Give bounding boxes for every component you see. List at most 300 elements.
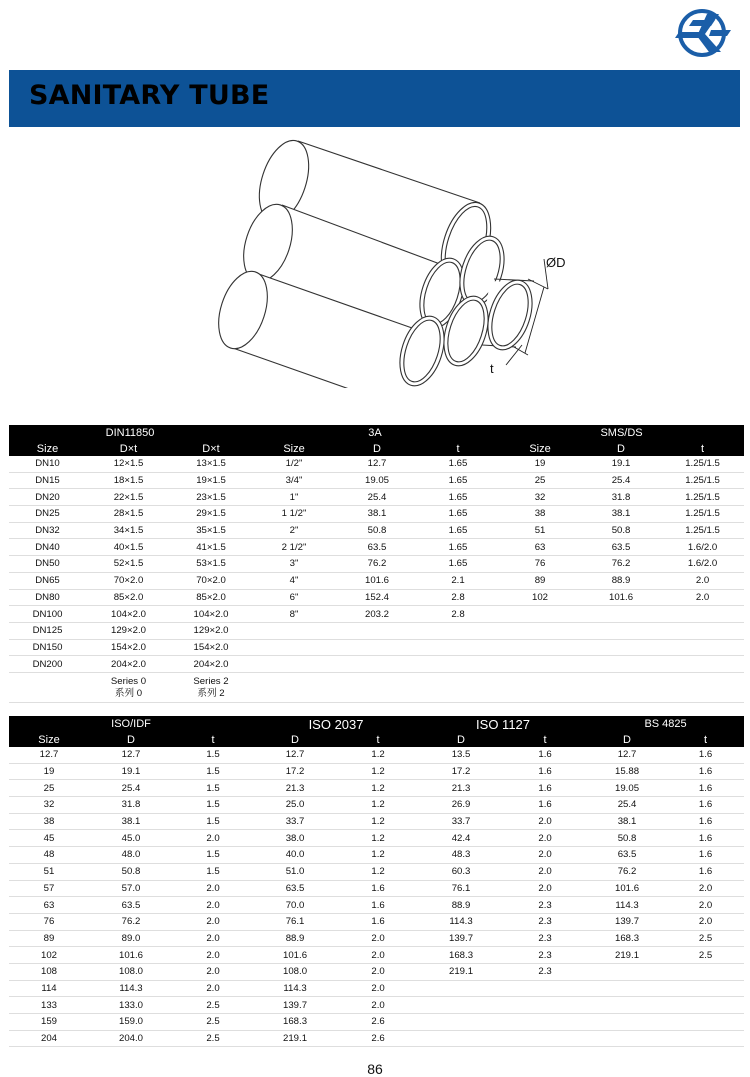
table-cell: 76.2 [587, 863, 667, 880]
table-cell: DN32 [9, 522, 86, 539]
table-cell: 154×2.0 [86, 639, 171, 656]
column-header: t [417, 441, 499, 456]
table-cell: 1.2 [337, 763, 419, 780]
table-row [9, 947, 744, 964]
table-cell: 108 [9, 963, 89, 980]
table-cell: 1.2 [337, 830, 419, 847]
group-header: ISO 2037 [253, 716, 419, 732]
table-cell: 1.65 [417, 556, 499, 573]
table-cell: 2.5 [667, 930, 744, 947]
table-cell: 50.8 [581, 522, 661, 539]
table-cell: 63.5 [253, 880, 337, 897]
table-cell: 154×2.0 [171, 639, 251, 656]
table-cell: 2.3 [503, 930, 587, 947]
table-cell: 102 [499, 589, 581, 606]
table-cell: 2.0 [173, 913, 253, 930]
table-cell: 32 [499, 489, 581, 506]
table-cell: 85×2.0 [171, 589, 251, 606]
table-cell: 40.0 [253, 847, 337, 864]
table-cell: 18×1.5 [86, 472, 171, 489]
table-cell: 168.3 [419, 947, 503, 964]
table-cell: DN15 [9, 472, 86, 489]
table-cell: 12.7 [9, 747, 89, 763]
table-cell: 63 [499, 539, 581, 556]
table-cell: 2.3 [503, 947, 587, 964]
table-cell: 129×2.0 [86, 622, 171, 639]
table-row [9, 880, 744, 897]
table-cell: 21.3 [419, 780, 503, 797]
table-row [9, 780, 744, 797]
table-cell: 23×1.5 [171, 489, 251, 506]
table-cell: DN40 [9, 539, 86, 556]
table-cell: 70×2.0 [86, 572, 171, 589]
group-header: 3A [251, 425, 499, 441]
table-cell: 1.5 [173, 813, 253, 830]
table-cell: DN125 [9, 622, 86, 639]
table-row [9, 747, 744, 763]
group-header: ISO/IDF [9, 716, 253, 732]
table-cell: 38.0 [253, 830, 337, 847]
table-cell: 1.65 [417, 489, 499, 506]
table-cell [503, 997, 587, 1014]
column-header: D [89, 732, 173, 747]
table-cell: 38 [9, 813, 89, 830]
table-cell [419, 1030, 503, 1047]
table-cell: 219.1 [253, 1030, 337, 1047]
table-row [9, 506, 744, 523]
table-cell: 219.1 [587, 947, 667, 964]
table-row [9, 997, 744, 1014]
table-cell: 63 [9, 897, 89, 914]
table-cell: 41×1.5 [171, 539, 251, 556]
series-label-cn: 系列 2 [197, 687, 225, 699]
table-cell: 219.1 [419, 963, 503, 980]
table-cell [587, 980, 667, 997]
table-cell: DN150 [9, 639, 86, 656]
table-cell: 19.05 [587, 780, 667, 797]
column-header: t [661, 441, 744, 456]
table-cell [667, 980, 744, 997]
table-row [9, 589, 744, 606]
table-cell: 1.6 [667, 780, 744, 797]
table-cell: 108.0 [253, 963, 337, 980]
table-cell [499, 656, 581, 673]
table-cell: 2.5 [173, 1014, 253, 1031]
table-cell: 38.1 [581, 506, 661, 523]
table-cell [499, 606, 581, 623]
table-cell: 22×1.5 [86, 489, 171, 506]
table-cell: 1.65 [417, 472, 499, 489]
table-cell: 2.0 [173, 897, 253, 914]
table-cell: 1.6 [503, 747, 587, 763]
table-cell: 2.0 [173, 980, 253, 997]
table-cell: 2.8 [417, 589, 499, 606]
group-header: DIN11850 [9, 425, 251, 441]
table-cell: 1.6 [667, 813, 744, 830]
column-header: D [253, 732, 337, 747]
table-cell: 51 [9, 863, 89, 880]
table-cell: 40×1.5 [86, 539, 171, 556]
table-cell [661, 656, 744, 673]
table-cell: DN10 [9, 456, 86, 472]
table-cell: 1.65 [417, 456, 499, 472]
table-cell: 25.4 [581, 472, 661, 489]
din-3a-sms-table [9, 425, 744, 703]
table-cell: 2.3 [503, 963, 587, 980]
table-cell: 51 [499, 522, 581, 539]
column-header: Size [9, 732, 89, 747]
table-cell [337, 656, 417, 673]
table-cell: 19.1 [581, 456, 661, 472]
table-cell: 12×1.5 [86, 456, 171, 472]
table-cell: 2.0 [173, 963, 253, 980]
table-cell: 2.0 [337, 930, 419, 947]
table-row [9, 539, 744, 556]
table-cell [251, 622, 337, 639]
table-cell: 1.25/1.5 [661, 522, 744, 539]
table-cell: 159 [9, 1014, 89, 1031]
table-cell: 1.6 [667, 830, 744, 847]
table-row [9, 830, 744, 847]
table-cell: 21.3 [253, 780, 337, 797]
table-cell [419, 997, 503, 1014]
table-cell: 114.3 [253, 980, 337, 997]
table-cell [417, 639, 499, 656]
table-cell [667, 1014, 744, 1031]
column-header: t [667, 732, 744, 747]
table-cell [419, 980, 503, 997]
table-cell: 26.9 [419, 797, 503, 814]
group-header: SMS/DS [499, 425, 744, 441]
table-row [9, 606, 744, 623]
table-cell: 35×1.5 [171, 522, 251, 539]
table-cell: DN80 [9, 589, 86, 606]
table-cell: 89 [499, 572, 581, 589]
table-cell: 19 [9, 763, 89, 780]
table-cell: 70.0 [253, 897, 337, 914]
series-0-label [86, 672, 171, 702]
table-cell: 88.9 [419, 897, 503, 914]
table-cell: 2.0 [661, 572, 744, 589]
table-cell: 1.6/2.0 [661, 539, 744, 556]
series-label-en: Series 0 [110, 675, 147, 687]
table-cell: 1.2 [337, 847, 419, 864]
table-cell [661, 606, 744, 623]
table-cell: 2.0 [667, 897, 744, 914]
table-cell: 19.05 [337, 472, 417, 489]
page-number: 86 [367, 1061, 383, 1077]
table-cell: 63.5 [581, 539, 661, 556]
table-cell: 101.6 [89, 947, 173, 964]
table-cell [417, 622, 499, 639]
column-header: D [337, 441, 417, 456]
table-cell: 2.5 [667, 947, 744, 964]
table-cell: 101.6 [337, 572, 417, 589]
table-cell: 2.0 [503, 830, 587, 847]
column-header: t [173, 732, 253, 747]
table-cell: 25 [9, 780, 89, 797]
table-row [9, 639, 744, 656]
table-cell: 25.4 [587, 797, 667, 814]
table-row [9, 813, 744, 830]
table-cell [587, 1030, 667, 1047]
table-cell: 1.25/1.5 [661, 456, 744, 472]
table-cell: 1.5 [173, 780, 253, 797]
column-header: Size [499, 441, 581, 456]
table-cell: 50.8 [337, 522, 417, 539]
table-cell: 101.6 [253, 947, 337, 964]
table-row [9, 963, 744, 980]
table-cell: 29×1.5 [171, 506, 251, 523]
table-cell: 48.0 [89, 847, 173, 864]
table-cell [417, 656, 499, 673]
table-cell: 133 [9, 997, 89, 1014]
table-cell [667, 963, 744, 980]
table-cell: 204×2.0 [86, 656, 171, 673]
table-cell: 2.1 [417, 572, 499, 589]
column-header: D [587, 732, 667, 747]
table-cell [251, 656, 337, 673]
table-cell: 12.7 [587, 747, 667, 763]
table-cell: 104×2.0 [86, 606, 171, 623]
table-cell: 114 [9, 980, 89, 997]
series-label-en: Series 2 [193, 675, 229, 687]
table-cell: 159.0 [89, 1014, 173, 1031]
table-cell: 2.5 [173, 1030, 253, 1047]
table-cell: 204.0 [89, 1030, 173, 1047]
table-cell: 57 [9, 880, 89, 897]
table-cell: 88.9 [253, 930, 337, 947]
table-cell: 1/2" [251, 456, 337, 472]
table-cell: 12.7 [253, 747, 337, 763]
table-cell: 88.9 [581, 572, 661, 589]
table-cell: 1.6 [667, 747, 744, 763]
table-cell: 1.2 [337, 797, 419, 814]
table-cell: 204 [9, 1030, 89, 1047]
table-row [9, 572, 744, 589]
table-cell [667, 997, 744, 1014]
table-cell: DN20 [9, 489, 86, 506]
table-cell: 2.0 [661, 589, 744, 606]
table-cell: 13.5 [419, 747, 503, 763]
table-cell: 1.65 [417, 522, 499, 539]
table-cell: 32 [9, 797, 89, 814]
table-cell: 19 [499, 456, 581, 472]
table-cell: 139.7 [419, 930, 503, 947]
table-cell: 12.7 [89, 747, 173, 763]
table-cell: 33.7 [253, 813, 337, 830]
table-cell: 2.0 [173, 830, 253, 847]
table-cell: 50.8 [89, 863, 173, 880]
table-cell: 63.5 [89, 897, 173, 914]
table-cell: 101.6 [581, 589, 661, 606]
table-cell: 2.0 [173, 880, 253, 897]
table-cell: 1.6 [337, 880, 419, 897]
group-header: BS 4825 [587, 716, 744, 732]
table-cell: 104×2.0 [171, 606, 251, 623]
table-cell: 45 [9, 830, 89, 847]
table-row [9, 456, 744, 472]
table-cell: 2.0 [667, 880, 744, 897]
table-cell: 76.2 [337, 556, 417, 573]
table-cell: 1.65 [417, 539, 499, 556]
table-cell: 70×2.0 [171, 572, 251, 589]
table-row [9, 913, 744, 930]
table-cell: 52×1.5 [86, 556, 171, 573]
column-header: t [337, 732, 419, 747]
table-row [9, 622, 744, 639]
table-cell: DN50 [9, 556, 86, 573]
table-cell [499, 622, 581, 639]
table-cell: 114.3 [89, 980, 173, 997]
table-row [9, 930, 744, 947]
table-cell: 2.0 [503, 847, 587, 864]
table-cell: 3/4" [251, 472, 337, 489]
table-cell: 2.0 [337, 963, 419, 980]
table-cell: 19.1 [89, 763, 173, 780]
table-cell [503, 980, 587, 997]
table-cell: DN25 [9, 506, 86, 523]
table-cell: 1.2 [337, 813, 419, 830]
column-header: D×t [86, 441, 171, 456]
table-cell: 13×1.5 [171, 456, 251, 472]
table-cell: 57.0 [89, 880, 173, 897]
thickness-label: t [490, 361, 494, 376]
table-cell: 17.2 [253, 763, 337, 780]
table-cell: 31.8 [89, 797, 173, 814]
table-cell: 2 1/2" [251, 539, 337, 556]
table-cell: 2.6 [337, 1014, 419, 1031]
table-row [9, 980, 744, 997]
table-cell: 25 [499, 472, 581, 489]
table-row [9, 489, 744, 506]
table-cell: 168.3 [587, 930, 667, 947]
table-cell: 51.0 [253, 863, 337, 880]
column-header: Size [9, 441, 86, 456]
table-cell: 89.0 [89, 930, 173, 947]
title-banner [9, 70, 740, 127]
table-cell: 1.6 [337, 897, 419, 914]
table-cell: 1.5 [173, 763, 253, 780]
column-header: Size [251, 441, 337, 456]
table-cell: 129×2.0 [171, 622, 251, 639]
table-cell: 31.8 [581, 489, 661, 506]
table-cell: 204×2.0 [171, 656, 251, 673]
table-cell: 1 1/2" [251, 506, 337, 523]
table-cell: 42.4 [419, 830, 503, 847]
column-header: t [503, 732, 587, 747]
table-row [9, 763, 744, 780]
table-cell: 1.25/1.5 [661, 506, 744, 523]
table-cell [337, 622, 417, 639]
table-cell: 76 [9, 913, 89, 930]
column-header: D [581, 441, 661, 456]
table-cell: 2.0 [173, 930, 253, 947]
table-cell: 1.25/1.5 [661, 472, 744, 489]
table-cell: 1.2 [337, 863, 419, 880]
table-cell: 25.0 [253, 797, 337, 814]
table-cell: 76 [499, 556, 581, 573]
series-label-cn: 系列 0 [114, 687, 143, 699]
table-row [9, 656, 744, 673]
table-cell: 15.88 [587, 763, 667, 780]
table-cell: 1.2 [337, 747, 419, 763]
table-cell: 19×1.5 [171, 472, 251, 489]
table-cell: 4" [251, 572, 337, 589]
table-cell [419, 1014, 503, 1031]
iso-bs-table [9, 716, 744, 1047]
table-cell: 2.8 [417, 606, 499, 623]
table-cell: 114.3 [419, 913, 503, 930]
table-row [9, 1014, 744, 1031]
table-cell: 28×1.5 [86, 506, 171, 523]
table-cell: 76.2 [89, 913, 173, 930]
table-row [9, 847, 744, 864]
table-cell: 1.6 [337, 913, 419, 930]
table-cell: 8" [251, 606, 337, 623]
table-cell: 2.3 [503, 913, 587, 930]
table-cell: 1.5 [173, 747, 253, 763]
table-cell: 101.6 [587, 880, 667, 897]
table-cell: 168.3 [253, 1014, 337, 1031]
table-cell: 45.0 [89, 830, 173, 847]
table-cell: 76.1 [419, 880, 503, 897]
table-cell [587, 997, 667, 1014]
table-cell: 2.0 [337, 980, 419, 997]
table-cell [499, 639, 581, 656]
table-row [9, 522, 744, 539]
table-cell: 1.6 [503, 763, 587, 780]
table-cell: 2.0 [667, 913, 744, 930]
table-row [9, 472, 744, 489]
table-row [9, 556, 744, 573]
table-cell: 2.0 [337, 997, 419, 1014]
table-cell: 3" [251, 556, 337, 573]
table-cell: 108.0 [89, 963, 173, 980]
table-cell: 2.0 [337, 947, 419, 964]
table-cell: 76.1 [253, 913, 337, 930]
table-cell [581, 639, 661, 656]
table-cell: 1.5 [173, 863, 253, 880]
table-cell: 2" [251, 522, 337, 539]
table-cell: 1.6 [667, 763, 744, 780]
company-logo [671, 8, 733, 58]
column-header: D [419, 732, 503, 747]
group-header: ISO 1127 [419, 716, 587, 732]
table-cell: 2.3 [503, 897, 587, 914]
table-cell: 25.4 [89, 780, 173, 797]
table-cell: 34×1.5 [86, 522, 171, 539]
table-cell: DN100 [9, 606, 86, 623]
tube-illustration [210, 133, 580, 388]
table-row [9, 897, 744, 914]
table-cell: 139.7 [587, 913, 667, 930]
table-cell: 38.1 [337, 506, 417, 523]
table-cell: 53×1.5 [171, 556, 251, 573]
table-cell: 85×2.0 [86, 589, 171, 606]
table-cell [581, 606, 661, 623]
table-cell [587, 963, 667, 980]
table-cell: 38.1 [89, 813, 173, 830]
table-cell: 63.5 [587, 847, 667, 864]
table-cell: 17.2 [419, 763, 503, 780]
table-cell: 38.1 [587, 813, 667, 830]
table-cell [587, 1014, 667, 1031]
table-cell: 1.5 [173, 847, 253, 864]
table-cell [503, 1030, 587, 1047]
table-cell: 48.3 [419, 847, 503, 864]
table-cell: 12.7 [337, 456, 417, 472]
